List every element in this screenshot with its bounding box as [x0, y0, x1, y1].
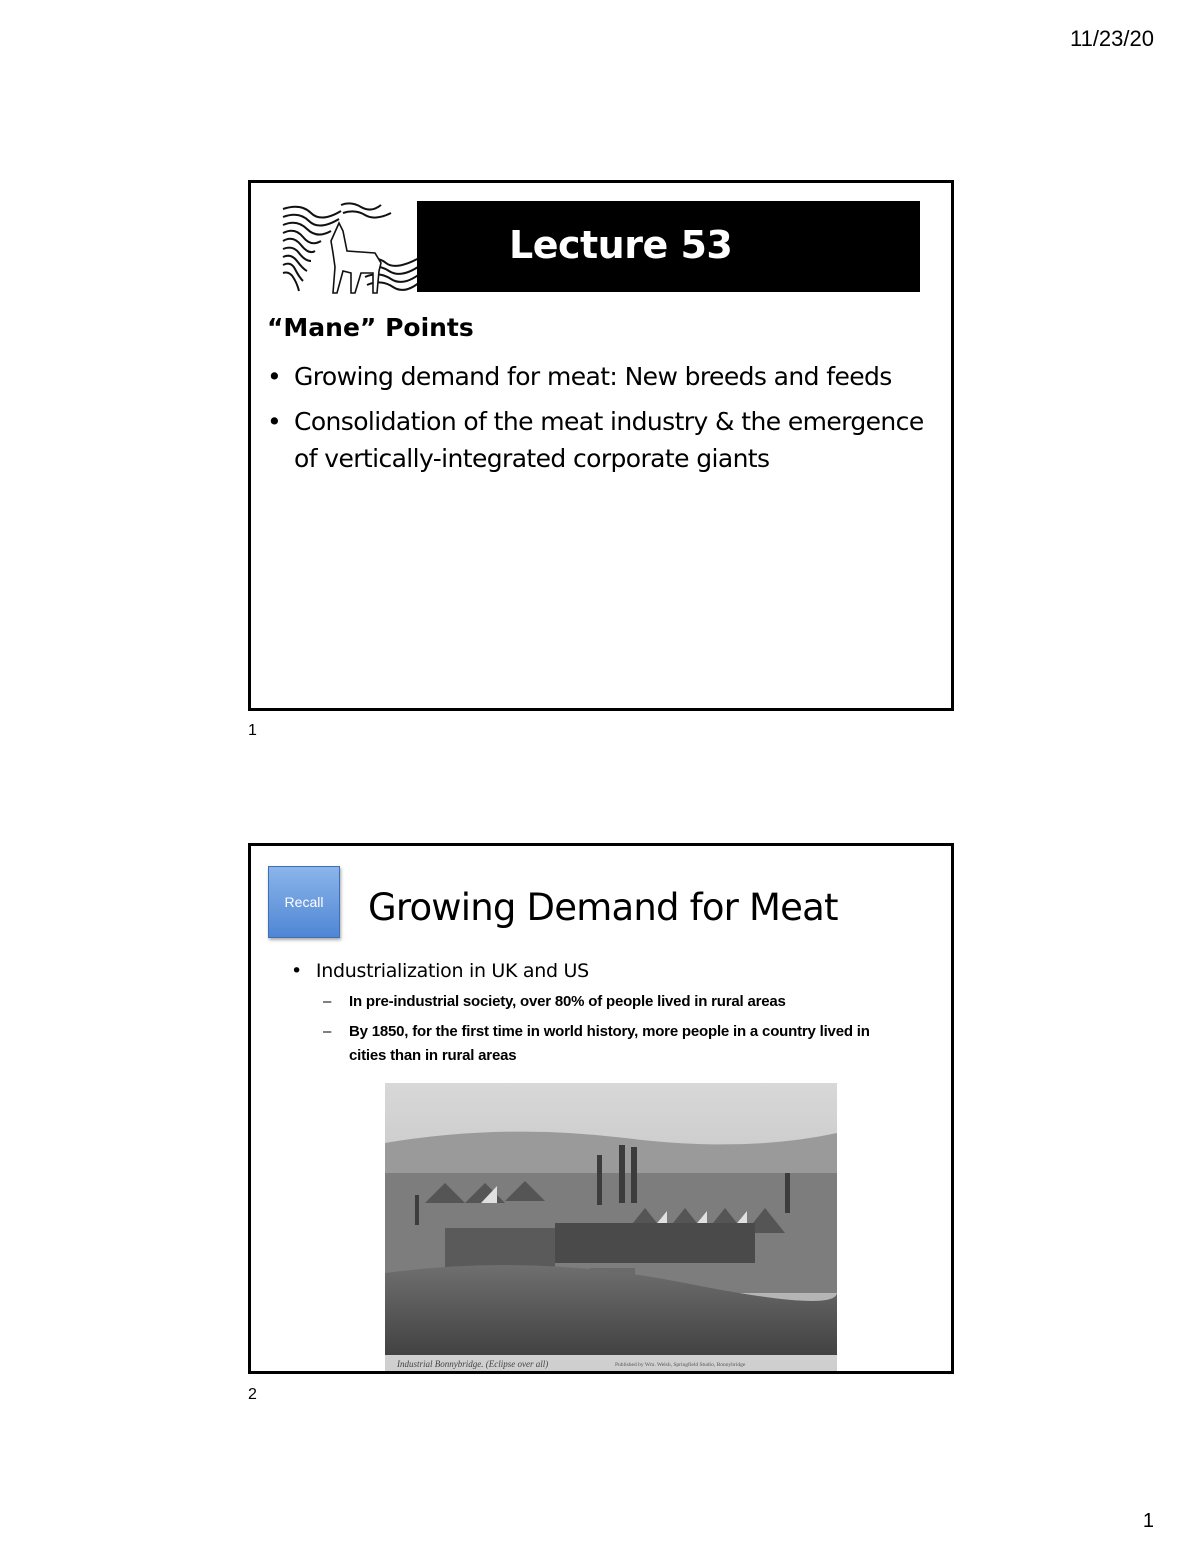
dash-icon: –: [323, 1023, 332, 1040]
horse-logo-icon: [281, 201, 421, 296]
slide-1: [248, 180, 954, 711]
page-number: 1: [1142, 1510, 1154, 1532]
bullet-text: Industrialization in UK and US: [315, 960, 589, 982]
sub-bullet-text: In pre-industrial society, over 80% of people lived in rural areas: [349, 993, 786, 1010]
slide-2: [248, 843, 954, 1374]
bullet-item: • Consolidation of the meat industry & the emergence of vertically-integrated corporate giants: [267, 403, 942, 477]
bullet-list: [267, 358, 942, 485]
photo-publisher: Published by Wm. Welsh, Springfield Studio, Bonnybridge: [615, 1362, 746, 1368]
industrial-town-photo: [385, 1083, 837, 1371]
bullet-item: • Growing demand for meat: New breeds and feeds: [267, 358, 942, 395]
section-heading: “Mane” Points: [267, 313, 474, 342]
page-date: 11/23/20: [1069, 26, 1154, 51]
sub-bullet-item: [323, 1020, 898, 1068]
slide-number: 2: [248, 1386, 257, 1403]
dash-icon: –: [323, 993, 332, 1010]
sub-bullet-item: [323, 990, 898, 1014]
photo-caption: Industrial Bonnybridge. (Eclipse over all): [397, 1359, 549, 1369]
title-bar: [417, 201, 920, 292]
sub-bullet-text: By 1850, for the first time in world history, more people in a country lived in cities than in rural areas: [349, 1023, 870, 1064]
slide-number: 1: [248, 722, 257, 739]
recall-button[interactable]: Recall: [268, 866, 340, 938]
slide-title: Lecture 53: [509, 223, 733, 267]
bullet-item: [291, 960, 589, 982]
slide-title: Growing Demand for Meat: [368, 886, 838, 929]
